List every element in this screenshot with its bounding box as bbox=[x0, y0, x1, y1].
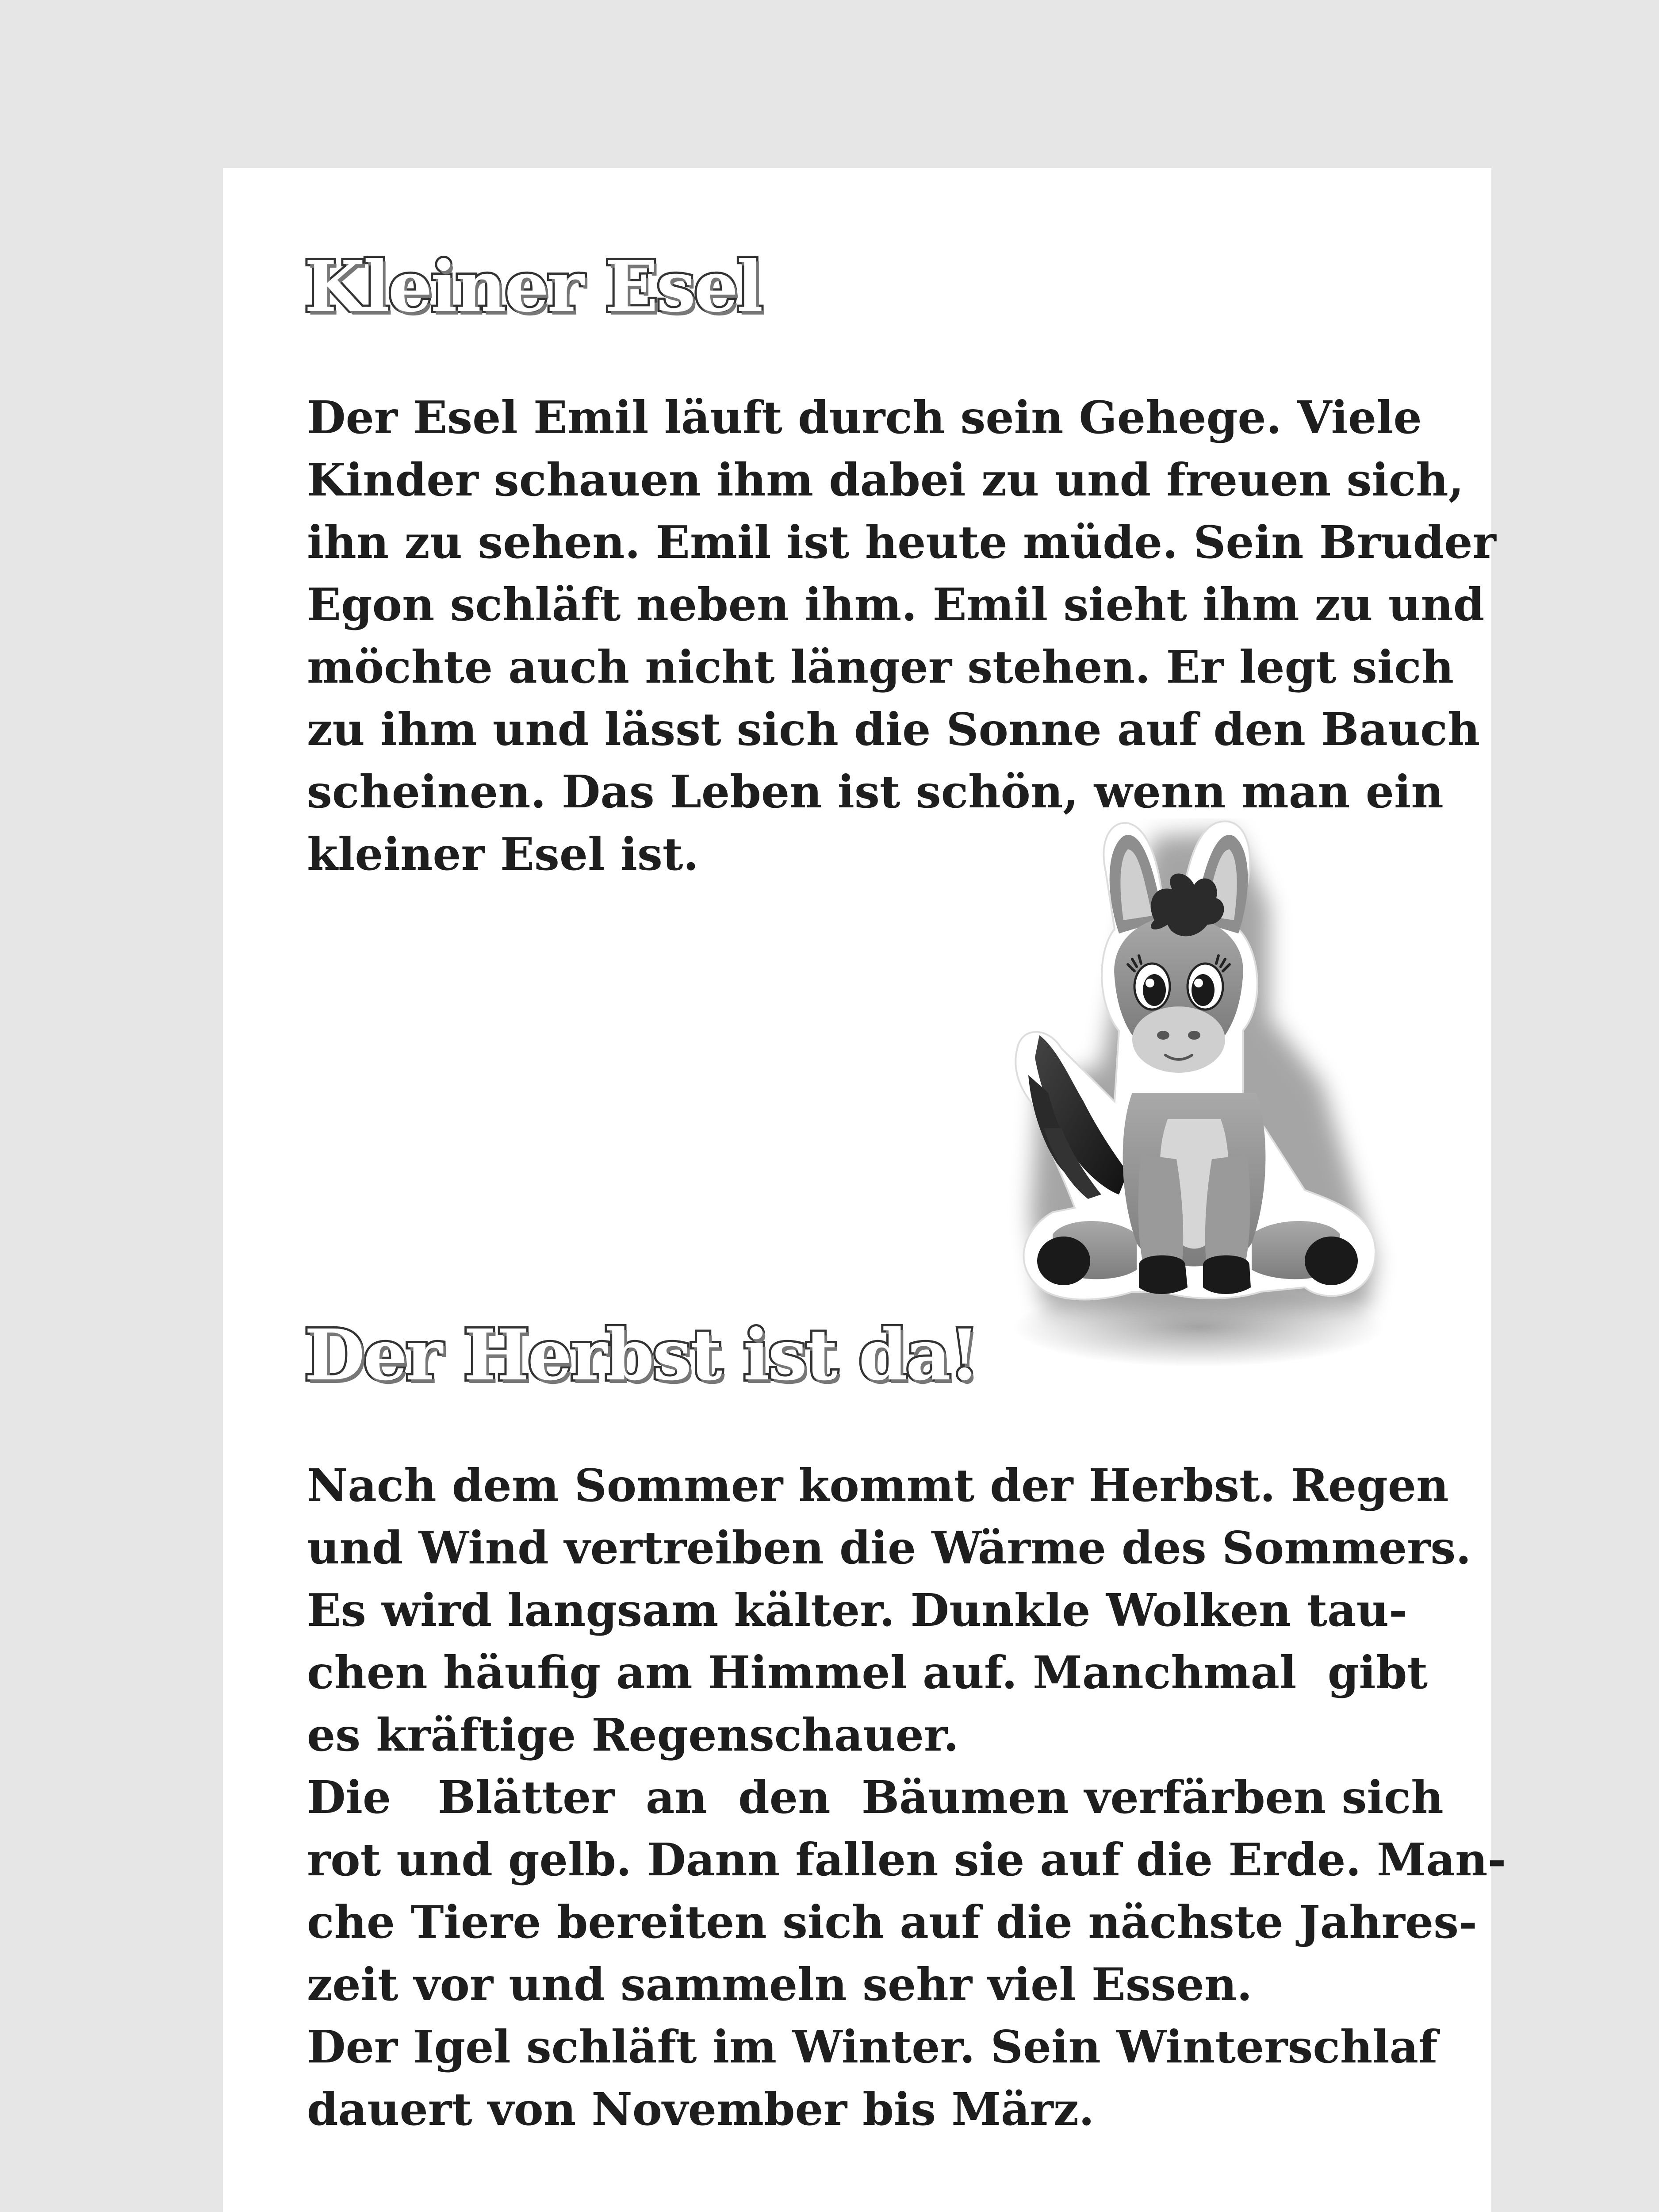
story-paragraph-herbst bbox=[307, 1454, 1506, 2140]
text-line: scheinen. Das Leben ist schön, wenn man ein bbox=[307, 765, 1444, 818]
text-line: rot und gelb. Dann fallen sie auf die Erde. Man- bbox=[307, 1833, 1506, 1886]
text-line: che Tiere bereiten sich auf die nächste Jahres- bbox=[307, 1896, 1477, 1948]
text-line: Die Blätter an den Bäumen verfärben sich bbox=[307, 1771, 1444, 1824]
donkey-icon bbox=[986, 818, 1398, 1376]
text-line: möchte auch nicht länger stehen. Er legt sich bbox=[307, 641, 1454, 693]
text-line: chen häufig am Himmel auf. Manchmal gibt bbox=[307, 1646, 1428, 1699]
text-line: Es wird langsam kälter. Dunkle Wolken tau- bbox=[307, 1584, 1407, 1636]
text-line: zu ihm und lässt sich die Sonne auf den Bauch bbox=[307, 703, 1480, 756]
text-line: Der Igel schläft im Winter. Sein Winterschlaf bbox=[307, 2020, 1438, 2073]
section-title-herbst: Der Herbst ist da! bbox=[304, 1314, 978, 1396]
text-line: und Wind vertreiben die Wärme des Sommers. bbox=[307, 1521, 1471, 1574]
text-line: ihn zu sehen. Emil ist heute müde. Sein Bruder bbox=[307, 516, 1496, 568]
text-line: Nach dem Sommer kommt der Herbst. Regen bbox=[307, 1459, 1449, 1512]
text-line: Der Esel Emil läuft durch sein Gehege. Viele bbox=[307, 391, 1422, 444]
text-line: dauert von November bis März. bbox=[307, 2083, 1095, 2135]
text-line: zeit vor und sammeln sehr viel Essen. bbox=[307, 1958, 1253, 2011]
text-line: Egon schläft neben ihm. Emil sieht ihm zu und bbox=[307, 578, 1485, 631]
story-paragraph-esel bbox=[307, 386, 1496, 885]
text-line: es kräftige Regenschauer. bbox=[307, 1709, 959, 1761]
text-line: kleiner Esel ist. bbox=[307, 828, 699, 880]
section-title-kleiner-esel: Kleiner Esel bbox=[304, 246, 762, 328]
text-line: Kinder schauen ihm dabei zu und freuen sich, bbox=[307, 453, 1464, 506]
